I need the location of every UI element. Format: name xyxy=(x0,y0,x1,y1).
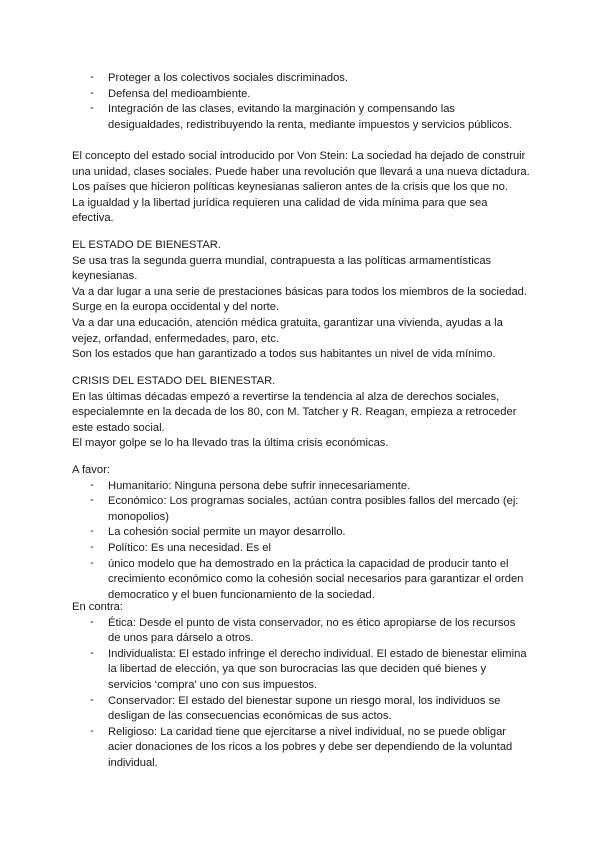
dash-bullet: - xyxy=(90,646,94,659)
text-line: keynesianas. xyxy=(72,270,138,283)
dash-bullet: - xyxy=(90,478,94,491)
text-line: En las últimas décadas empezó a revertirse la tendencia al alza de derechos sociales, xyxy=(72,390,500,403)
list-item xyxy=(72,647,534,694)
heading-estado-bienestar xyxy=(72,238,534,254)
list-item-text: de unos para dárselo a otros. xyxy=(108,632,254,645)
section-a-favor xyxy=(72,463,534,603)
text-line: una unidad, clases sociales. Puede haber una revolución que llevará a una nueva dictadura. xyxy=(72,165,530,178)
list-item-text: servicios ‘compra’ uno con sus impuestos. xyxy=(108,678,318,691)
a-favor-label: A favor: xyxy=(72,464,110,476)
list-top xyxy=(72,71,534,133)
list-item-text: Defensa del medioambiente. xyxy=(108,87,251,100)
list-item xyxy=(72,557,534,604)
list-item-text: Religioso: La caridad tiene que ejercitarse a nivel individual, no se puede obligar xyxy=(108,725,507,738)
list-item xyxy=(72,479,534,495)
dash-bullet: - xyxy=(90,724,94,737)
list-item-text: democratico y el buen funcionamiento de la sociedad. xyxy=(108,588,375,601)
list-item-text: Económico: Los programas sociales, actúan contra posibles fallos del mercado (ej: xyxy=(108,495,519,508)
list-item-text: Individualista: El estado infringe el derecho individual. El estado de bienestar elimina xyxy=(108,647,527,660)
dash-bullet: - xyxy=(90,615,94,628)
list-item xyxy=(72,616,534,647)
list-item-text: desigualdades, redistribuyendo la renta, mediante impuestos y servicios públicos. xyxy=(108,118,513,131)
paragraph-estado-social xyxy=(72,149,534,227)
heading-text: CRISIS DEL ESTADO DEL BIENESTAR. xyxy=(72,375,276,387)
list-item xyxy=(72,541,534,557)
paragraph-bienestar xyxy=(72,254,534,363)
dash-bullet: - xyxy=(90,556,94,569)
text-line: La igualdad y la libertad jurídica requieren una calidad de vida mínima para que sea xyxy=(72,196,488,209)
list-item xyxy=(72,525,534,541)
list-item xyxy=(72,102,534,133)
list-item-text: Político: Es una necesidad. Es el xyxy=(108,541,271,554)
text-line: especialemnte en la decada de los 80, con M. Tatcher y R. Reagan, empieza a retroceder xyxy=(72,406,517,419)
dash-bullet: - xyxy=(90,86,94,99)
list-item-text: la libertad de elección, ya que son burocracias las que deciden qué bienes y xyxy=(108,663,487,676)
list-item xyxy=(72,725,534,772)
dash-bullet: - xyxy=(90,102,94,115)
dash-bullet: - xyxy=(90,494,94,507)
list-item xyxy=(72,71,534,87)
text-line: Los países que hicieron políticas keynesianas salieron antes de la crisis que los que no. xyxy=(72,181,508,194)
dash-bullet: - xyxy=(90,71,94,83)
dash-bullet: - xyxy=(90,693,94,706)
dash-bullet: - xyxy=(90,540,94,553)
list-item-text: Ética: Desde el punto de vista conservador, no es ético apropiarse de los recursos xyxy=(108,616,516,629)
list-item-text: monopolios) xyxy=(108,510,169,523)
section-en-contra xyxy=(72,600,534,772)
list-item-text: individual. xyxy=(108,756,158,769)
text-line: Se usa tras la segunda guerra mundial, contrapuesta a las políticas armamentísticas xyxy=(72,254,492,267)
dash-bullet: - xyxy=(90,525,94,538)
text-line: este estado social. xyxy=(72,421,165,434)
heading-text: EL ESTADO DE BIENESTAR. xyxy=(72,239,221,251)
en-contra-label: En contra: xyxy=(72,601,123,613)
text-line: Va a dar una educación, atención médica gratuita, garantizar una vivienda, ayudas a la xyxy=(72,316,503,329)
text-line: vejez, orfandad, enfermedades, paro, etc. xyxy=(72,332,280,345)
text-line: Va a dar lugar a una serie de prestaciones básicas para todos los miembros de la sociedad. xyxy=(72,285,528,298)
list-item-text: acier donaciones de los ricos a los pobres y debe ser dependiendo de la voluntad xyxy=(108,741,513,754)
text-line: Surge en la europa occidental y del norte. xyxy=(72,301,280,314)
text-line: Son los estados que han garantizado a todos sus habitantes un nivel de vida mínimo. xyxy=(72,348,496,361)
list-item-text: Proteger a los colectivos sociales discriminados. xyxy=(108,72,349,84)
text-line: El mayor golpe se lo ha llevado tras la última crisis económicas. xyxy=(72,437,389,450)
list-item-text: crecimiento económico como la cohesión social necesarios para garantizar el orden xyxy=(108,573,524,586)
list-item-text: desligan de las consecuencias económicas de sus actos. xyxy=(108,710,392,723)
list-item xyxy=(72,694,534,725)
list-item xyxy=(72,494,534,525)
list-item-text: Integración de las clases, evitando la marginación y compensando las xyxy=(108,103,456,116)
list-item-text: La cohesión social permite un mayor desarrollo. xyxy=(108,526,346,539)
list-item-text: Humanitario: Ninguna persona debe sufrir innecesariamente. xyxy=(108,479,411,492)
list-item-text: Conservador: El estado del bienestar supone un riesgo moral, los individuos se xyxy=(108,694,501,707)
list-item xyxy=(72,87,534,103)
list-item-text: único modelo que ha demostrado en la práctica la capacidad de producir tanto el xyxy=(108,557,509,570)
text-line: efectiva. xyxy=(72,212,114,225)
text-line: El concepto del estado social introducido por Von Stein: La sociedad ha dejado de construir xyxy=(72,150,526,162)
paragraph-crisis xyxy=(72,390,534,452)
heading-crisis xyxy=(72,374,534,390)
